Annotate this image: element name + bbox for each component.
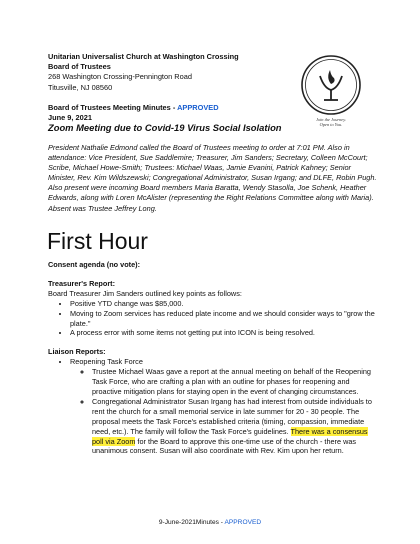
letterhead: [48, 52, 298, 93]
highlighted-text: There was a consensus poll via Zoom: [92, 426, 368, 446]
liaison-list: [48, 357, 380, 456]
approved-status: APPROVED: [177, 103, 219, 112]
sub2-text-after: for the Board to approve this one-time use of the church - there was unanimous consent. Susan will also coordinate with Rev. Kim upon her return.: [92, 436, 357, 456]
list-item: ◦ Trustee Michael Waas gave a report at the annual meeting on behalf of the Reopening Task Force, who are crafting a plan with an outline for phases for reopening and proactive mitigation plans for staying open in the event of changing circumstances.: [92, 367, 380, 397]
meeting-date: June 9, 2021: [48, 112, 92, 122]
treasurer-heading: Treasurer's Report:: [48, 278, 116, 288]
board-name: Board of Trustees: [48, 62, 111, 72]
minutes-title: [48, 103, 368, 113]
list-item: [92, 397, 380, 456]
address-line-2: Titusville, NJ 08560: [48, 82, 113, 92]
treasurer-intro: Board Treasurer Jim Sanders outlined key points as follows:: [48, 288, 242, 298]
minutes-title-prefix: Board of Trustees Meeting Minutes -: [48, 103, 178, 112]
page-footer: [0, 519, 420, 527]
list-item: • A process error with some items not getting put into ICON is being resolved.: [70, 328, 380, 338]
address-line-1: 268 Washington Crossing-Pennington Road: [48, 72, 192, 82]
list-item: • Moving to Zoom services has reduced plate income and we should consider ways to "grow the plate.": [70, 309, 380, 329]
consent-agenda: Consent agenda (no vote):: [48, 260, 141, 269]
org-name: Unitarian Universalist Church at Washington Crossing: [48, 52, 239, 61]
logo-caption-line-1: Join the Journey.: [315, 117, 347, 122]
sub2-text-before: Congregational Administrator Susan Irgang has had interest from outside individuals to rent the church for a small memorial service in late summer for 20 - 30 people. The proposal meets the Task Force's established criteria (timing, compassion, immediate need, etc.). The family will follow the Task Force's guidelines.: [92, 396, 372, 436]
list-item: [70, 357, 380, 456]
minutes-body: [48, 260, 380, 456]
footer-label: Minutes -: [195, 519, 225, 526]
list-item: • Positive YTD change was $85,000.: [70, 299, 380, 309]
liaison-heading: Liaison Reports:: [48, 347, 106, 357]
meeting-note: Zoom Meeting due to Covid-19 Virus Social Isolation: [48, 122, 282, 134]
liaison-item-label: Reopening Task Force: [70, 357, 143, 367]
treasurer-list: [48, 299, 380, 339]
section-heading: First Hour: [47, 228, 148, 254]
minutes-title-block: [48, 103, 368, 134]
attendance-paragraph: President Nathalie Edmond called the Board of Trustees meeting to order at 7:01 PM. Also in attendance: Vice President, Sue Saddlemire; Treasurer, Jim Sanders; Secretary, Colleen McCourt; Scribe, Michael Howe-Smith; Trustees: Michael Waas, Jamie Evanini, Patrick Kahney; Senior Minister, Rev. Kim Wildszewski; Congregational Administrator, Susan Irgang; and DLFE, Robin Pugh. Also present were incoming Board members Maria Baratta, Wendy Stasolla, Joe Schenk, Heather Edwards, along with Loren McAlister (representing the Right Relations Committee along with Maria). Absent was Trustee Jeffrey Long.: [48, 143, 377, 213]
liaison-sublist: [70, 367, 380, 456]
logo-caption-line-2: Open to You.: [319, 122, 343, 128]
footer-status: APPROVED: [224, 519, 262, 526]
footer-date: 9-June-2021: [158, 519, 196, 526]
